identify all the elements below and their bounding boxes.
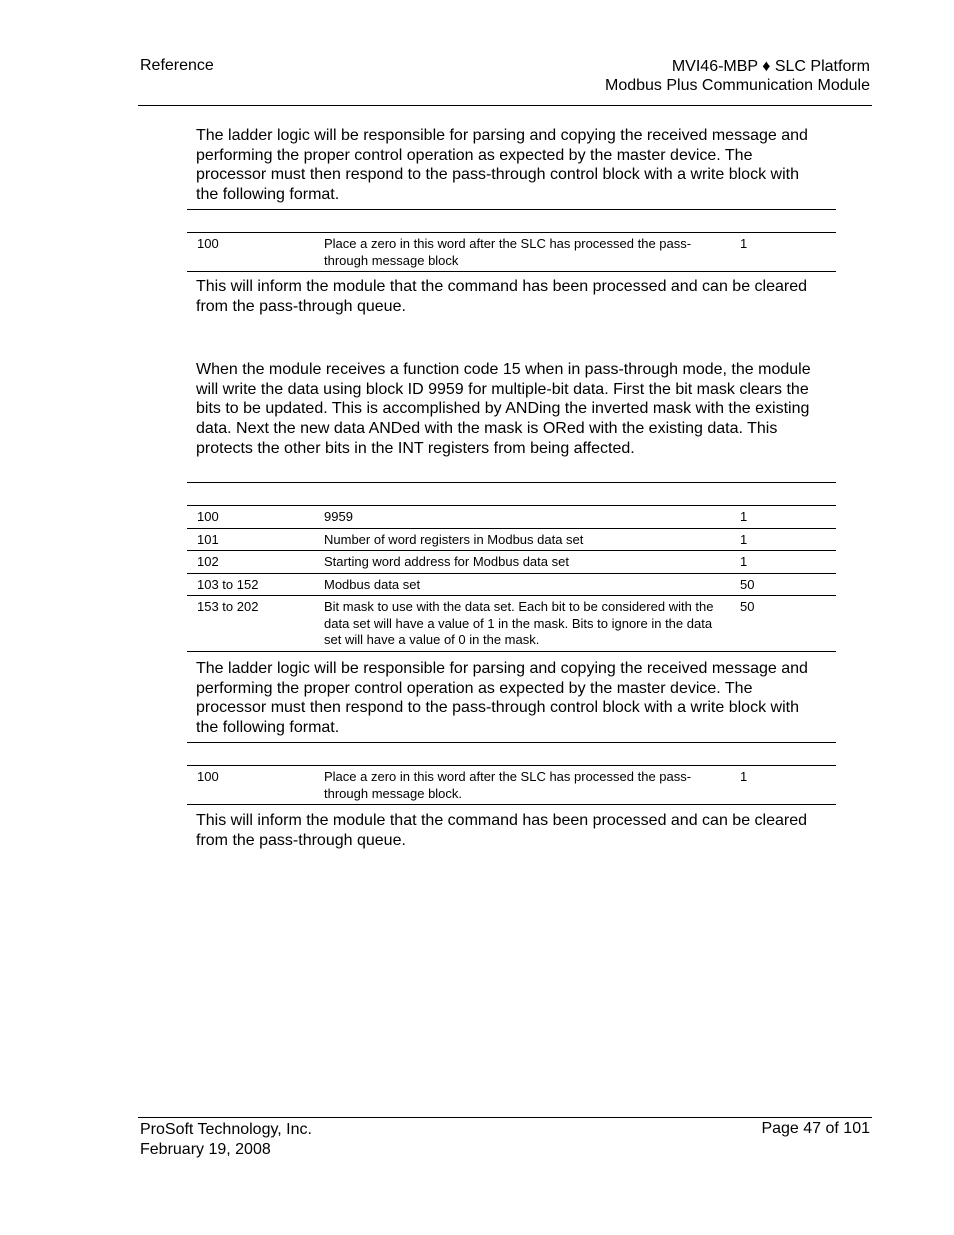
table-cell-length: 50 bbox=[740, 599, 755, 614]
table-cell-description: Place a zero in this word after the SLC has processed the pass-through message block bbox=[324, 236, 692, 268]
table-cell-length: 50 bbox=[740, 576, 755, 592]
table-cell-description: Number of word registers in Modbus data set bbox=[324, 531, 584, 547]
table-cell-offset: 103 to 152 bbox=[197, 576, 259, 592]
paragraph-inform-module-2: This will inform the module that the command has been processed and can be cleared from the pass-through queue. bbox=[196, 812, 808, 849]
header-rule bbox=[138, 105, 872, 106]
table-cell-offset: 100 bbox=[197, 236, 219, 251]
table-row bbox=[187, 528, 836, 551]
table-write-block-1 bbox=[187, 209, 836, 272]
table-cell-length: 1 bbox=[740, 531, 748, 547]
footer-page-number: Page 47 of 101 bbox=[761, 1120, 870, 1137]
table-block-9959 bbox=[187, 482, 836, 652]
table-cell-description: Bit mask to use with the data set. Each bit to be considered with the data set will have a value of 1 in the mask. Bits to ignore in the data set will have a value of 0 in the mask. bbox=[324, 599, 714, 647]
table-cell-offset: 153 to 202 bbox=[197, 599, 259, 614]
header-product-line: MVI46-MBP ♦ SLC Platform bbox=[671, 58, 870, 75]
table-header-row bbox=[187, 743, 836, 766]
paragraph-inform-module-1: This will inform the module that the command has been processed and can be cleared from the pass-through queue. bbox=[196, 278, 808, 315]
paragraph-ladder-logic-1: The ladder logic will be responsible for parsing and copying the received message and performing the proper control operation as expected by the master device. The processor must then respond to the pass-through control block with a write block with the following format. bbox=[196, 127, 808, 204]
footer-company: ProSoft Technology, Inc. bbox=[140, 1121, 312, 1138]
table-row bbox=[187, 551, 836, 574]
table-cell-offset: 101 bbox=[197, 531, 219, 547]
header-product-info bbox=[605, 57, 870, 95]
footer-left bbox=[140, 1120, 312, 1159]
footer-rule bbox=[138, 1117, 872, 1118]
header-section-title: Reference bbox=[140, 57, 214, 74]
paragraph-function-code-15: When the module receives a function code 15 when in pass-through mode, the module will write the data using block ID 9959 for multiple-bit data. First the bit mask clears the bits to be updated. This is accomplished by ANDing the inverted mask with the existing data. Next the new data ANDed with the mask is ORed with the existing data. This protects the other bits in the INT registers from being affected. bbox=[196, 361, 811, 457]
table-header-row bbox=[187, 483, 836, 506]
table-write-block-2 bbox=[187, 742, 836, 805]
table-cell-description: 9959 bbox=[324, 509, 353, 524]
table-header-row bbox=[187, 210, 836, 233]
table-cell-offset: 100 bbox=[197, 509, 219, 524]
paragraph-ladder-logic-2: The ladder logic will be responsible for parsing and copying the received message and performing the proper control operation as expected by the master device. The processor must then respond to the pass-through control block with a write block with the following format. bbox=[196, 660, 808, 737]
table-row bbox=[187, 596, 836, 652]
table-cell-length: 1 bbox=[740, 769, 748, 784]
table-row bbox=[187, 573, 836, 596]
table-cell-length: 1 bbox=[740, 236, 748, 251]
table-row bbox=[187, 233, 836, 272]
table-cell-description: Place a zero in this word after the SLC has processed the pass-through message block. bbox=[324, 769, 692, 801]
table-cell-length: 1 bbox=[740, 554, 748, 569]
footer-date: February 19, 2008 bbox=[140, 1140, 271, 1158]
table-cell-offset: 100 bbox=[197, 769, 219, 784]
header-module-name: Modbus Plus Communication Module bbox=[604, 77, 870, 94]
table-cell-description: Modbus data set bbox=[324, 576, 421, 592]
table-row bbox=[187, 506, 836, 529]
table-cell-offset: 102 bbox=[197, 554, 219, 569]
table-cell-description: Starting word address for Modbus data set bbox=[324, 554, 569, 569]
table-cell-length: 1 bbox=[740, 509, 748, 524]
table-row bbox=[187, 766, 836, 805]
